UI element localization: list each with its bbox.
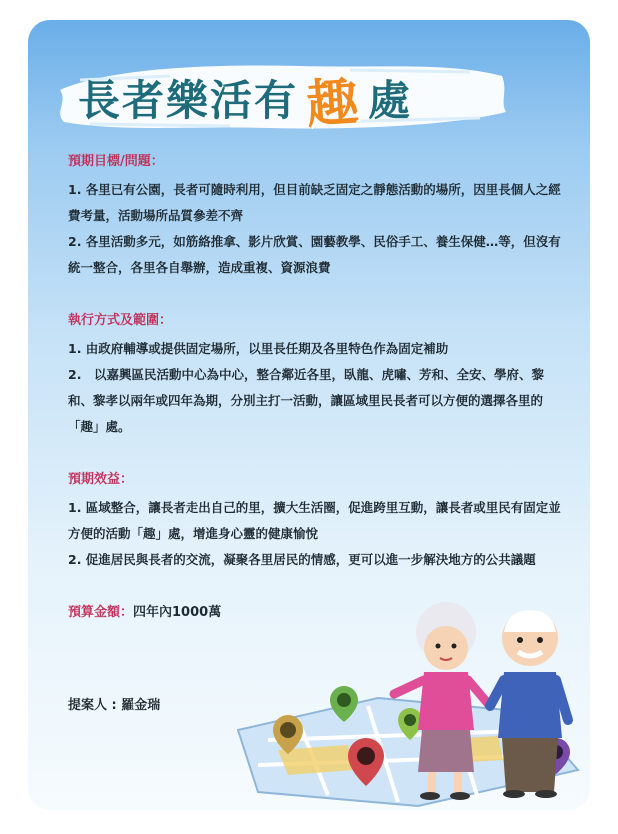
proposer: 提案人 : 羅金瑞 xyxy=(68,698,161,713)
section-heading: 執行方式及範圍： xyxy=(68,313,173,328)
elderly-couple-map-illustration xyxy=(228,580,590,810)
poster-title xyxy=(78,68,413,136)
budget-value: 四年內1000萬 xyxy=(133,605,222,620)
section-paragraph: 2. 以嘉興區民活動中心為中心，整合鄰近各里，臥龍、虎嘯、芳和、全安、學府、黎和、黎孝以兩年或四年為期，分別主打一活動，讓區域里民長者可以方便的選擇各里的「趣」處。 xyxy=(68,367,544,434)
section-paragraph: 2. 各里活動多元，如筋絡推拿、影片欣賞、園藝教學、民俗手工、養生保健…等，但沒有統一整合，各里各自舉辦，造成重複、資源浪費 xyxy=(68,234,561,275)
section-heading: 預期效益： xyxy=(68,472,134,487)
section-goals xyxy=(68,150,568,281)
title-text-accent: 趣 xyxy=(304,71,363,136)
section-paragraph: 1. 由政府輔導或提供固定場所，以里長任期及各里特色作為固定補助 xyxy=(68,341,449,356)
budget-label: 預算金額： xyxy=(68,605,134,620)
section-method xyxy=(68,309,568,440)
section-paragraph: 2. 促進居民與長者的交流，凝聚各里居民的情感，更可以進一步解決地方的公共議題 xyxy=(68,552,536,567)
poster-content xyxy=(68,150,568,620)
section-paragraph: 1. 區域整合，讓長者走出自己的里，擴大生活圈，促進跨里互動，讓長者或里民有固定並方便的活動「趣」處，增進身心靈的健康愉悅 xyxy=(68,500,561,541)
title-text-end: 處 xyxy=(368,76,413,125)
poster xyxy=(28,20,590,810)
section-heading: 預期目標/問題： xyxy=(68,154,164,169)
section-paragraph: 1. 各里已有公園，長者可隨時利用，但目前缺乏固定之靜態活動的場所，因里長個人之經費考量，活動場所品質參差不齊 xyxy=(68,182,561,223)
title-text-main: 長者樂活有 xyxy=(78,76,299,125)
section-benefits xyxy=(68,468,568,573)
